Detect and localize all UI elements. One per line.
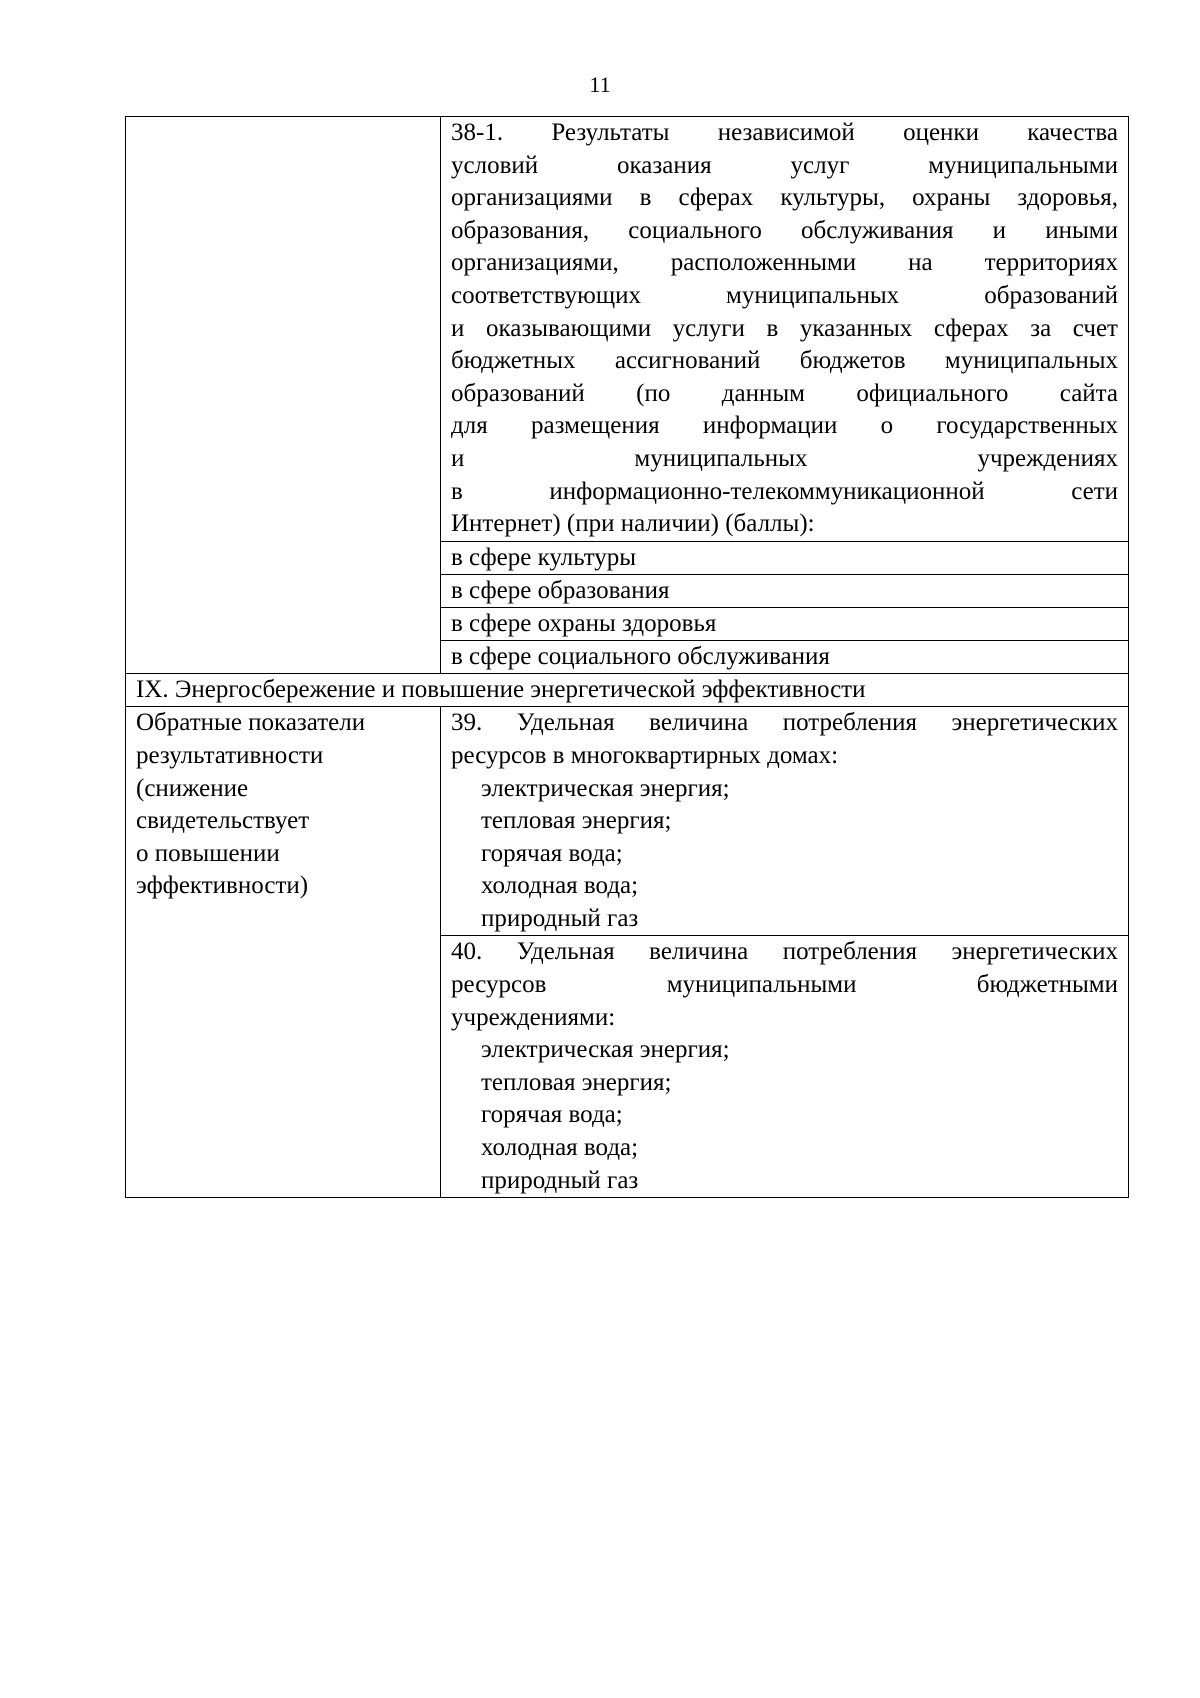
- indicator-38-1-cell: [441, 117, 1129, 542]
- resource-item: горячая вода;: [481, 1101, 623, 1129]
- indicator-40-line: ресурсов муниципальными бюджетными: [451, 971, 1118, 999]
- category-label-line: эффективности): [136, 872, 309, 900]
- category-label-line: (снижение: [136, 774, 249, 802]
- indicator-38-1-line: организациями в сферах культуры, охраны здоровья,: [451, 184, 1118, 212]
- indicator-38-1-line: 38-1. Результаты независимой оценки качества: [451, 119, 1118, 146]
- sub-item-culture: в сфере культуры: [441, 541, 1129, 574]
- indicator-38-1-line: условий оказания услуг муниципальными: [451, 151, 1118, 179]
- resource-item: горячая вода;: [481, 839, 623, 867]
- sub-item-health: в сфере охраны здоровья: [441, 607, 1129, 640]
- resource-item: тепловая энергия;: [481, 807, 672, 835]
- indicator-40-line: 40. Удельная величина потребления энергетических: [451, 938, 1118, 966]
- resource-item: тепловая энергия;: [481, 1068, 672, 1096]
- resource-item: холодная вода;: [481, 872, 639, 900]
- indicator-40-cell: [441, 936, 1129, 1198]
- indicator-39-line: 39. Удельная величина потребления энергетических: [451, 709, 1118, 737]
- resource-item: природный газ: [481, 1166, 639, 1194]
- category-label-cell: [126, 707, 441, 1198]
- indicator-39-line: ресурсов в многоквартирных домах:: [451, 741, 839, 769]
- section-heading: IX. Энергосбережение и повышение энергетической эффективности: [126, 673, 1129, 707]
- resource-item: холодная вода;: [481, 1134, 639, 1162]
- sub-item-social-service: в сфере социального обслуживания: [441, 640, 1129, 673]
- category-label-line: свидетельствует: [136, 807, 310, 835]
- indicators-table: [125, 116, 1129, 1198]
- table-row: [126, 707, 1129, 936]
- sub-item-education: в сфере образования: [441, 574, 1129, 607]
- indicator-38-1-line: для размещения информации о государственных: [451, 412, 1118, 440]
- indicator-38-1-line: образования, социального обслуживания и иными: [451, 216, 1118, 244]
- resource-item: природный газ: [481, 904, 639, 932]
- indicator-38-1-line: и муниципальных учреждениях: [451, 444, 1118, 472]
- resource-item: электрическая энергия;: [481, 1036, 730, 1064]
- resource-item: электрическая энергия;: [481, 774, 730, 802]
- indicator-40-line: учреждениями:: [451, 1003, 616, 1031]
- category-label-line: результативности: [136, 741, 324, 769]
- empty-label-cell: [126, 117, 441, 674]
- table-row: [126, 117, 1129, 542]
- page-number: 11: [589, 72, 611, 97]
- indicator-38-1-line: бюджетных ассигнований бюджетов муниципальных: [451, 347, 1118, 375]
- category-label-line: о повышении: [136, 839, 280, 867]
- indicator-38-1-line: образований (по данным официального сайта: [451, 379, 1118, 407]
- indicator-38-1-line: и оказывающими услуги в указанных сферах за счет: [451, 314, 1118, 342]
- category-label-line: Обратные показатели: [136, 709, 366, 737]
- indicator-39-cell: [441, 707, 1129, 936]
- indicator-38-1-line: организациями, расположенными на территориях: [451, 249, 1118, 277]
- indicator-38-1-line: Интернет) (при наличии) (баллы):: [451, 510, 815, 538]
- indicator-38-1-line: соответствующих муниципальных образований: [451, 281, 1118, 309]
- table-row: [126, 673, 1129, 707]
- indicator-38-1-line: в информационно-телекоммуникационной сети: [451, 477, 1118, 505]
